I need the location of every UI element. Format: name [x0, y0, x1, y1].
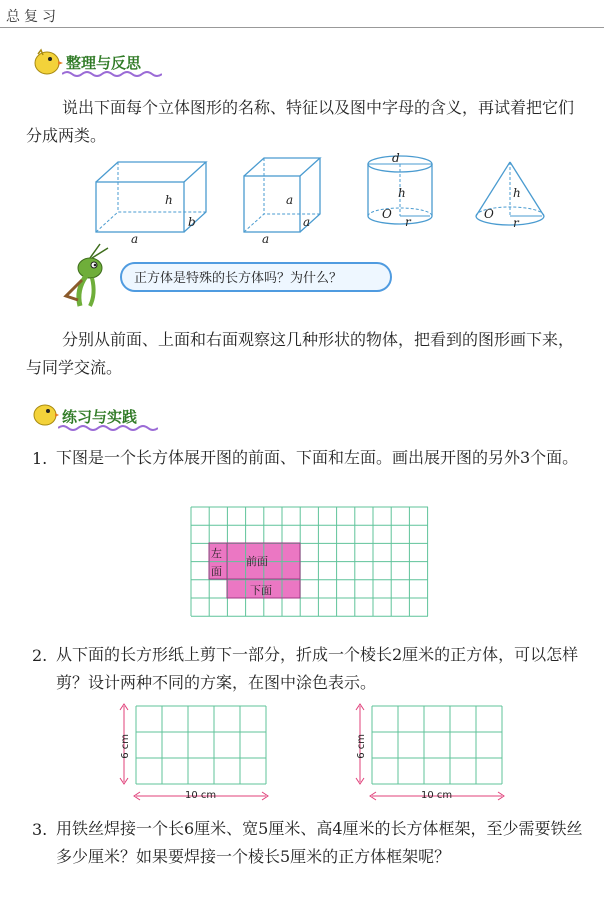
- face-label-front: 前面: [246, 555, 268, 568]
- q2-number: 2.: [32, 646, 48, 665]
- grasshopper-mascot-icon: [56, 240, 116, 310]
- cube-edge-label-3: a: [262, 232, 270, 246]
- q2-width-label-1: 10 cm: [185, 790, 217, 801]
- cone-height-label: h: [513, 186, 521, 200]
- header-divider: [0, 27, 604, 28]
- q3-number: 3.: [32, 820, 48, 839]
- q3-text: 用铁丝焊接一个长6厘米、宽5厘米、高4厘米的长方体框架，至少需要铁丝多少厘米？如果要焊接一个棱长5厘米的正方体框架呢？: [56, 819, 583, 866]
- cylinder-height-label: h: [398, 186, 406, 200]
- q1-grid-net: [190, 506, 432, 618]
- section-title-practice: 练习与实践: [62, 408, 138, 426]
- cube-edge-label-2: a: [303, 215, 311, 229]
- cube-figure: [238, 150, 328, 240]
- speech-bubble-question: 正方体是特殊的长方体吗？为什么？: [120, 262, 392, 292]
- chick-mascot-icon-2: [30, 400, 60, 428]
- cylinder-diameter-label: d: [392, 151, 400, 165]
- cuboid-figure: [88, 150, 218, 245]
- cone-figure: [470, 158, 550, 238]
- q2-width-label-2: 10 cm: [421, 790, 453, 801]
- cuboid-length-label: a: [131, 232, 139, 246]
- observe-paragraph: 分别从前面、上面和右面观察这几种形状的物体，把看到的图形画下来，与同学交流。: [26, 330, 575, 377]
- face-label-bottom: 下面: [250, 584, 272, 597]
- title-underline-wave-2: [58, 424, 158, 432]
- q2-height-label-2: 6 cm: [356, 734, 367, 759]
- face-label-left: 左面: [211, 547, 222, 578]
- q2-text: 从下面的长方形纸上剪下一部分，折成一个棱长2厘米的正方体，可以怎样剪？设计两种不同的方案，在图中涂色表示。: [56, 645, 579, 692]
- section-title-reflect: 整理与反思: [66, 54, 142, 72]
- cone-center-label: O: [484, 207, 494, 221]
- page-header-title: 总复习: [6, 9, 60, 25]
- intro-paragraph: 说出下面每个立体图形的名称、特征以及图中字母的含义，再试着把它们分成两类。: [26, 98, 575, 145]
- cube-edge-label-1: a: [286, 193, 294, 207]
- title-underline-wave: [62, 70, 162, 78]
- q1-text: 下图是一个长方体展开图的前面、下面和左面。画出展开图的另外3个面。: [56, 448, 579, 467]
- cylinder-radius-label: r: [405, 215, 411, 229]
- cone-radius-label: r: [513, 216, 519, 230]
- chick-mascot-icon: [30, 46, 64, 76]
- q2-height-label-1: 6 cm: [120, 734, 131, 759]
- cuboid-width-label: b: [188, 215, 196, 229]
- cylinder-center-label: O: [382, 207, 392, 221]
- cuboid-height-label: h: [165, 193, 173, 207]
- q1-number: 1.: [32, 449, 48, 468]
